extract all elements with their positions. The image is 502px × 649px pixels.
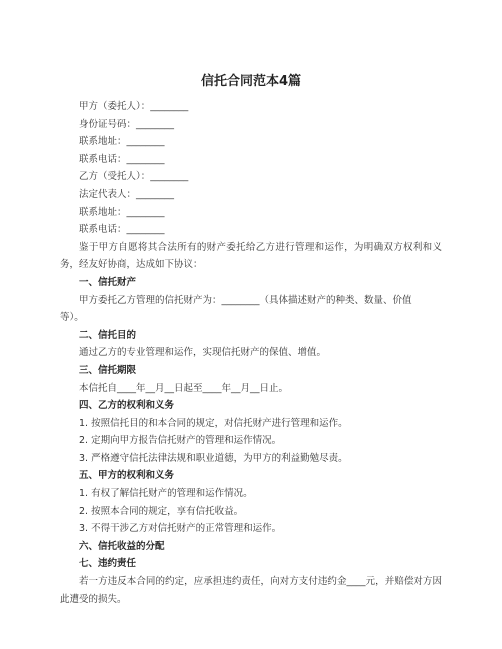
section-1-heading: 一、信托财产 bbox=[79, 276, 137, 288]
section-4-item: 1. 按照信托目的和本合同的规定，对信托财产进行管理和运作。 bbox=[79, 417, 348, 429]
section-3-heading: 三、信托期限 bbox=[79, 364, 137, 376]
party-a-id-line: 身份证号码：________ bbox=[79, 118, 175, 130]
section-7-paragraph: 若一方违反本合同的约定，应承担违约责任，向对方支付违约金____元，并赔偿对方因此遭受的损失。 bbox=[60, 576, 442, 605]
section-5-heading: 五、甲方的权利和义务 bbox=[79, 470, 175, 482]
section-4-item: 2. 定期向甲方报告信托财产的管理和运作情况。 bbox=[79, 435, 282, 447]
section-3-text: 本信托自____年__月__日起至____年__月__日止。 bbox=[79, 382, 289, 394]
preamble-paragraph: 鉴于甲方自愿将其合法所有的财产委托给乙方进行管理和运作，为明确双方权利和义务，经友好协商，达成如下协议： bbox=[60, 241, 442, 271]
party-a-address-line: 联系地址：________ bbox=[79, 136, 165, 148]
party-b-phone-line: 联系电话：________ bbox=[79, 224, 165, 236]
section-1-text-line-1: 甲方委托乙方管理的信托财产为：________（具体描述财产的种类、数量、价值 bbox=[79, 294, 412, 306]
section-5-item: 3. 不得干涉乙方对信托财产的正常管理和运作。 bbox=[79, 523, 282, 535]
section-2-text: 通过乙方的专业管理和运作，实现信托财产的保值、增值。 bbox=[79, 347, 327, 359]
section-6-heading: 六、信托收益的分配 bbox=[79, 540, 165, 552]
section-4-item: 3. 严格遵守信托法律法规和职业道德，为甲方的利益勤勉尽责。 bbox=[79, 452, 348, 464]
document-title: 信托合同范本4篇 bbox=[200, 74, 302, 89]
section-7-heading: 七、违约责任 bbox=[79, 558, 137, 570]
section-2-heading: 二、信托目的 bbox=[79, 329, 137, 341]
party-b-line: 乙方（受托人）：________ bbox=[79, 171, 189, 183]
section-5-item: 1. 有权了解信托财产的管理和运作情况。 bbox=[79, 488, 253, 500]
parties-block bbox=[60, 98, 442, 239]
section-1-text-line-2: 等）。 bbox=[60, 312, 84, 324]
section-4-heading: 四、乙方的权利和义务 bbox=[79, 400, 175, 412]
party-a-phone-line: 联系电话：________ bbox=[79, 153, 165, 165]
section-5-item: 2. 按照本合同的规定，享有信托收益。 bbox=[79, 505, 244, 517]
party-b-address-line: 联系地址：________ bbox=[79, 206, 165, 218]
party-b-representative-line: 法定代表人：________ bbox=[79, 188, 175, 200]
party-a-line: 甲方（委托人）：________ bbox=[79, 101, 189, 112]
